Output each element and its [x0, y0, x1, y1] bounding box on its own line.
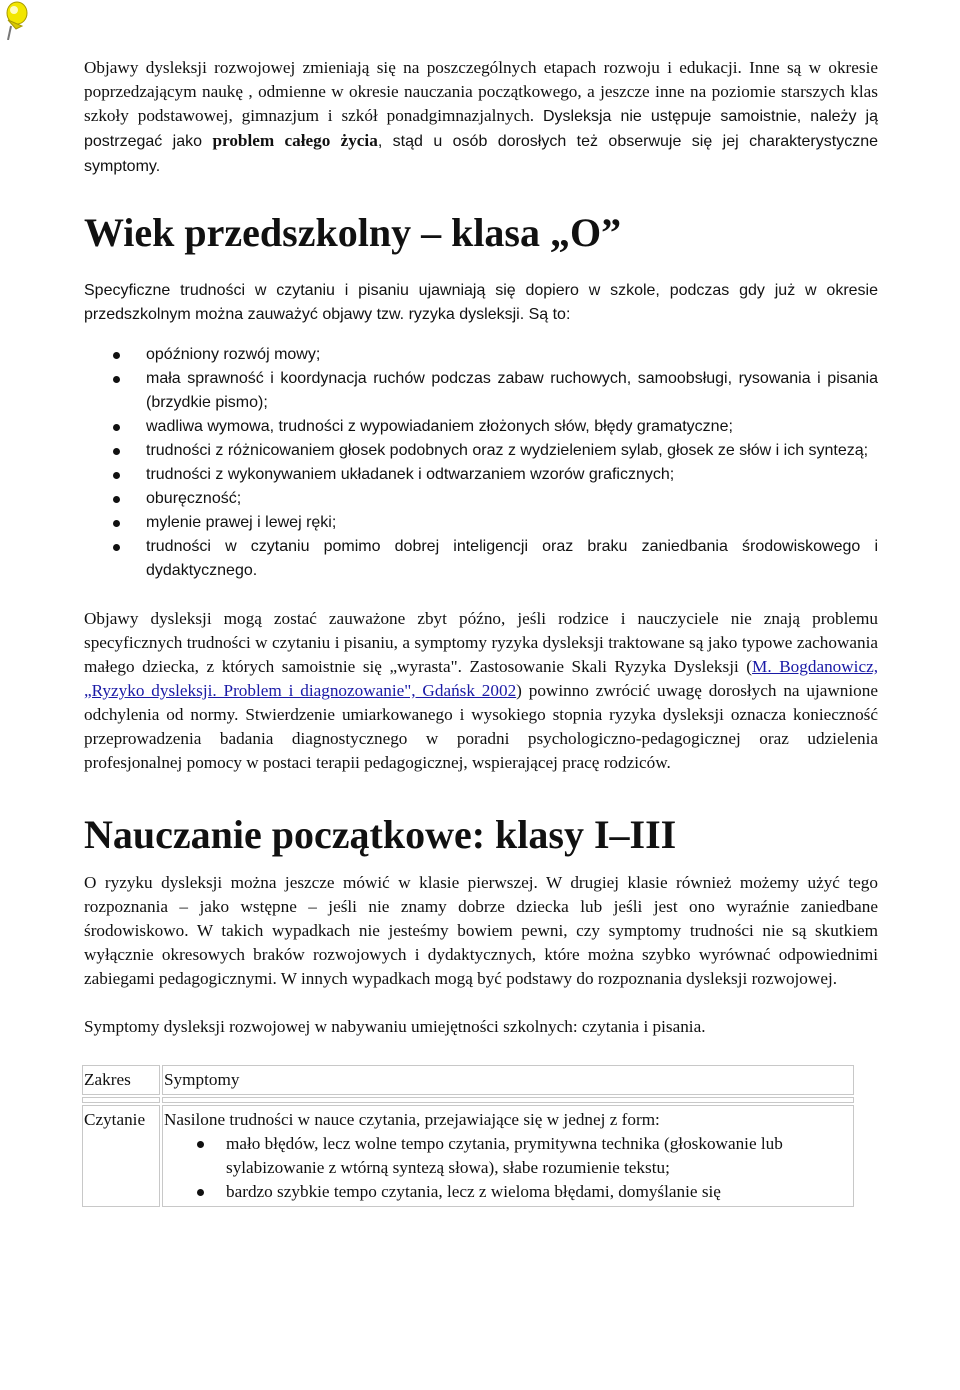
table-cell-lead: Nasilone trudności w nauce czytania, przejawiające się w jednej z form: — [164, 1110, 660, 1129]
intro-sans-text: Dysleksja nie ustępuje samoistnie, należy ją postrzegać jako — [84, 108, 879, 150]
table-cell-symptomy — [162, 1105, 854, 1207]
early-education-paragraph: O ryzyku dysleksji można jeszcze mówić w klasie pierwszej. W drugiej klasie również możemy użyć tego rozpoznania – jako wstępne – jeśli nie znamy dobrze dziecka lub jeśli jest ono wyraźnie zaniedbane środowiskowo. W takich wypadkach nie jesteśmy bowiem pewni, czy symptomy trudności nie są skutkiem wyłącznie okresowych braków rozwojowych i dydaktycznych, które można szybko wyrównać odpowiednimi zabiegami pedagogicznymi. W innych wypadkach mogą być podstawy do rozpoznania dysleksji rozwojowej. — [84, 873, 878, 988]
table-header-symptomy: Symptomy — [162, 1065, 854, 1095]
list-item: oburęczność; — [146, 487, 878, 511]
list-item: mało błędów, lecz wolne tempo czytania, prymitywna technika (głoskowanie lub sylabizowanie z wtórną syntezą słowa), słabe rozumienie tekstu; — [226, 1132, 852, 1180]
heading-preschool: Wiek przedszkolny – klasa „O” — [84, 210, 622, 255]
reference-link[interactable]: M. Bogdanowicz, „Ryzyko dysleksji. Problem i diagnozowanie", Gdańsk 2002 — [84, 657, 878, 700]
list-item: trudności z różnicowaniem głosek podobnych oraz z wydzieleniem sylab, głosek ze słów i ich syntezą; — [146, 439, 878, 463]
intro-sans-text-end: , stąd u osób dorosłych też obserwuje się jej charakterystyczne symptomy. — [84, 133, 879, 175]
table-header-zakres: Zakres — [82, 1065, 160, 1095]
heading-early-education: Nauczanie początkowe: klasy I–III — [84, 812, 677, 857]
list-item: mylenie prawej i lewej ręki; — [146, 511, 878, 535]
list-item: opóźniony rozwój mowy; — [146, 343, 878, 367]
symptoms-table — [80, 1063, 856, 1209]
table-cell-zakres: Czytanie — [82, 1105, 160, 1207]
list-item: wadliwa wymowa, trudności z wypowiadaniem złożonych słów, błędy gramatyczne; — [146, 415, 878, 439]
list-item: bardzo szybkie tempo czytania, lecz z wieloma błędami, domyślanie się — [226, 1180, 852, 1204]
table-row — [82, 1105, 854, 1207]
paragraph-text-end: ) powinno zwrócić uwagę dorosłych na ujawnione odchylenia od normy. Stwierdzenie umiarkowanego i wysokiego stopnia ryzyka dysleksji oznacza konieczność przeprowadzenia badania diagnostycznego w poradni psychologiczno-pedagogicznej oraz udzielenia profesjonalnej pomocy w postaci terapii pedagogicznej, wspierającej pracę rodziców. — [84, 681, 878, 772]
intro-bold-lifetime: całego życia — [284, 131, 378, 150]
list-item: trudności w czytaniu pomimo dobrej inteligencji oraz braku zaniedbania środowiskowego i dydaktycznego. — [146, 535, 878, 583]
preschool-paragraph — [84, 607, 878, 775]
list-item: trudności z wykonywaniem układanek i odtwarzaniem wzorów graficznych; — [146, 463, 878, 487]
pushpin-icon — [0, 0, 40, 40]
table-title: Symptomy dysleksji rozwojowej w nabywaniu umiejętności szkolnych: czytania i pisania. — [84, 1017, 706, 1036]
list-item: mała sprawność i koordynacja ruchów podczas zabaw ruchowych, samoobsługi, rysowania i pisania (brzydkie pismo); — [146, 367, 878, 415]
table-header-row — [82, 1065, 854, 1095]
paragraph-text: Objawy dysleksji mogą zostać zauważone zbyt późno, jeśli rodzice i nauczyciele nie znają problemu specyficznych trudności w czytaniu i pisaniu, a symptomy ryzyka dysleksji traktowane są jako typowe zachowania małego dziecka, z których samoistnie się „wyrasta". Zastosowanie Skali Ryzyka Dysleksji ( — [84, 609, 878, 676]
table-symptom-list — [164, 1132, 852, 1204]
preschool-symptom-list — [84, 343, 878, 583]
preschool-intro: Specyficzne trudności w czytaniu i pisaniu ujawniają się dopiero w szkole, podczas gdy już w okresie przedszkolnym można zauważyć objawy tzw. ryzyka dysleksji. Są to: — [84, 282, 878, 323]
intro-text: Objawy dysleksji rozwojowej zmieniają się na poszczególnych etapach rozwoju i edukacji. Inne są w okresie poprzedzającym naukę , odmienne w okresie nauczania początkowego, a jeszcze inne na poziomie starszych klas szkoły podstawowej, gimnazjum i szkół ponadgimnazjalnych. — [84, 58, 878, 125]
intro-paragraph — [84, 56, 878, 179]
intro-bold-problem: problem — [212, 131, 275, 150]
document-page — [84, 56, 878, 1209]
